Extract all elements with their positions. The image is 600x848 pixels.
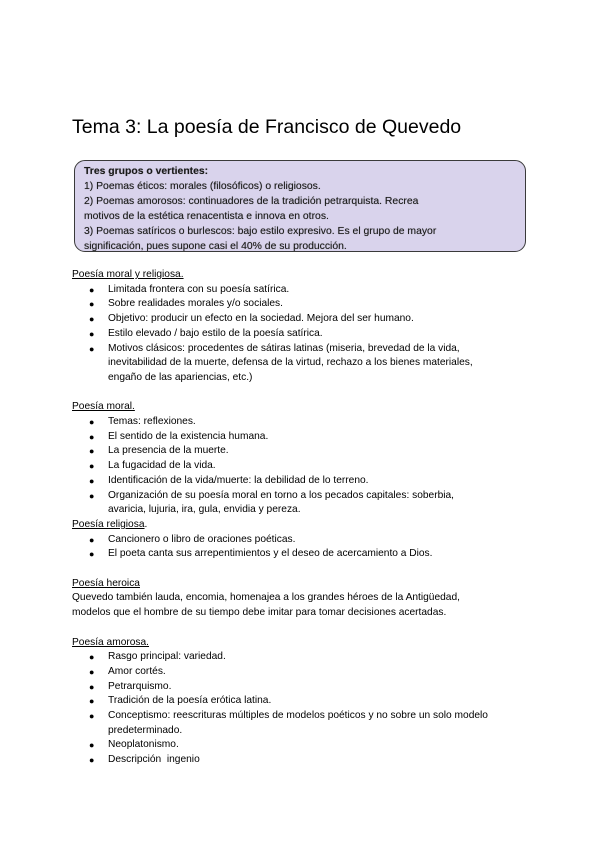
list-item-text: Identificación de la vida/muerte: la debilidad de lo terreno. <box>108 474 369 486</box>
list-item-text: El sentido de la existencia humana. <box>108 430 269 442</box>
section-heading-moral-religiosa: Poesía moral y religiosa. <box>72 269 184 280</box>
list-item <box>72 680 532 695</box>
list-religiosa <box>72 533 532 562</box>
list-item-text: avaricia, lujuria, ira, gula, envidia y pereza. <box>108 504 301 516</box>
bullet-icon: ● <box>89 461 95 472</box>
bullet-icon: ● <box>89 696 95 707</box>
bullet-icon: ● <box>89 549 95 560</box>
bullet-icon: ● <box>89 431 95 442</box>
bullet-icon: ● <box>89 755 95 766</box>
section-heading-moral: Poesía moral. <box>72 401 135 413</box>
bullet-icon: ● <box>89 534 95 545</box>
bullet-icon: ● <box>89 417 95 428</box>
list-amorosa <box>72 650 532 768</box>
box-line: 2) Poemas amorosos: continuadores de la tradición petrarquista. Recrea <box>84 195 419 207</box>
list-item <box>72 489 532 504</box>
list-item-text: Estilo elevado / bajo estilo de la poesía satírica. <box>108 327 323 339</box>
list-item-text: El poeta canta sus arrepentimientos y el deseo de acercamiento a Dios. <box>108 548 433 560</box>
list-item-text: engaño de las apariencias, etc.) <box>108 371 253 383</box>
list-item <box>72 533 532 548</box>
list-item <box>72 342 532 357</box>
list-item <box>72 709 532 724</box>
list-item-text: La presencia de la muerte. <box>108 445 229 457</box>
list-item <box>72 444 532 459</box>
section-heading-amorosa: Poesía amorosa. <box>72 636 150 648</box>
list-item <box>72 753 532 768</box>
list-item-text: Neoplatonismo. <box>108 739 179 751</box>
bullet-icon: ● <box>89 446 95 457</box>
list-item-text: Limitada frontera con su poesía satírica. <box>108 283 290 295</box>
section-heading-religiosa: Poesía religiosa <box>72 518 145 530</box>
list-item <box>72 415 532 430</box>
list-item-text: Sobre realidades morales y/o sociales. <box>108 298 283 310</box>
bullet-icon: ● <box>89 666 95 677</box>
list-item-continuation <box>72 503 532 518</box>
list-item-text: Petrarquismo. <box>108 680 172 692</box>
bullet-icon: ● <box>89 299 95 310</box>
box-line: motivos de la estética renacentista e innova en otros. <box>84 210 329 222</box>
list-item <box>72 297 532 312</box>
box-line: 1) Poemas éticos: morales (filosóficos) o religiosos. <box>84 180 321 192</box>
list-item <box>72 547 532 562</box>
section-heading-heroica: Poesía heroica <box>72 577 140 589</box>
box-line: 3) Poemas satíricos o burlescos: bajo estilo expresivo. Es el grupo de mayor <box>84 225 437 237</box>
paragraph-line: Quevedo también lauda, encomia, homenajea a los grandes héroes de la Antigüedad, <box>72 592 460 604</box>
list-item <box>72 738 532 753</box>
list-item-text: Motivos clásicos: procedentes de sátiras latinas (miseria, brevedad de la vida, <box>108 342 460 354</box>
list-item-text: Tradición de la poesía erótica latina. <box>108 695 272 707</box>
list-item <box>72 327 532 342</box>
list-item-text: predeterminado. <box>108 724 183 736</box>
list-item <box>72 665 532 680</box>
list-item-text: Temas: reflexiones. <box>108 416 196 428</box>
heading-suffix: . <box>144 518 148 530</box>
list-item-continuation <box>72 371 532 386</box>
list-item <box>72 474 532 489</box>
list-item-text: inevitabilidad de la muerte, defensa de la virtud, rechazo a los bienes materiales, <box>108 357 473 369</box>
bullet-icon: ● <box>89 652 95 663</box>
list-item-text: Rasgo principal: variedad. <box>108 651 226 663</box>
bullet-icon: ● <box>89 314 95 325</box>
bullet-icon: ● <box>89 681 95 692</box>
bullet-icon: ● <box>89 490 95 501</box>
list-item <box>72 650 532 665</box>
list-moral <box>72 415 532 518</box>
bullet-icon: ● <box>89 711 95 722</box>
list-item <box>72 694 532 709</box>
bullet-icon: ● <box>89 343 95 354</box>
page-title: Tema 3: La poesía de Francisco de Quevedo <box>72 116 462 138</box>
list-item <box>72 430 532 445</box>
list-item <box>72 283 532 298</box>
list-item <box>72 459 532 474</box>
list-item-text: Organización de su poesía moral en torno a los pecados capitales: soberbia, <box>108 489 455 501</box>
list-item-continuation <box>72 356 532 371</box>
section-heading-religiosa-row <box>72 518 532 533</box>
bullet-icon: ● <box>89 328 95 339</box>
list-item <box>72 312 532 327</box>
list-item-text: Objetivo: producir un efecto en la sociedad. Mejora del ser humano. <box>108 313 414 325</box>
list-item-text: Cancionero o libro de oraciones poéticas. <box>108 533 296 545</box>
list-moral-religiosa <box>72 283 532 386</box>
vertientes-box <box>74 160 526 252</box>
paragraph-line: modelos que el hombre de su tiempo debe imitar para tomar decisiones acertadas. <box>72 607 447 619</box>
list-item-text: Conceptismo: reescrituras múltiples de modelos poéticos y no sobre un solo modelo <box>108 710 488 722</box>
bullet-icon: ● <box>89 475 95 486</box>
list-item-continuation <box>72 724 532 739</box>
bullet-icon: ● <box>89 740 95 751</box>
box-line: significación, pues supone casi el 40% de su producción. <box>84 240 347 252</box>
bullet-icon: ● <box>89 284 95 295</box>
box-line: Tres grupos o vertientes: <box>84 166 209 177</box>
list-item-text: La fugacidad de la vida. <box>108 460 216 472</box>
list-item-text: Amor cortés. <box>108 665 166 677</box>
list-item-text: Descripción ingenio <box>108 754 200 766</box>
document-body <box>72 268 532 768</box>
